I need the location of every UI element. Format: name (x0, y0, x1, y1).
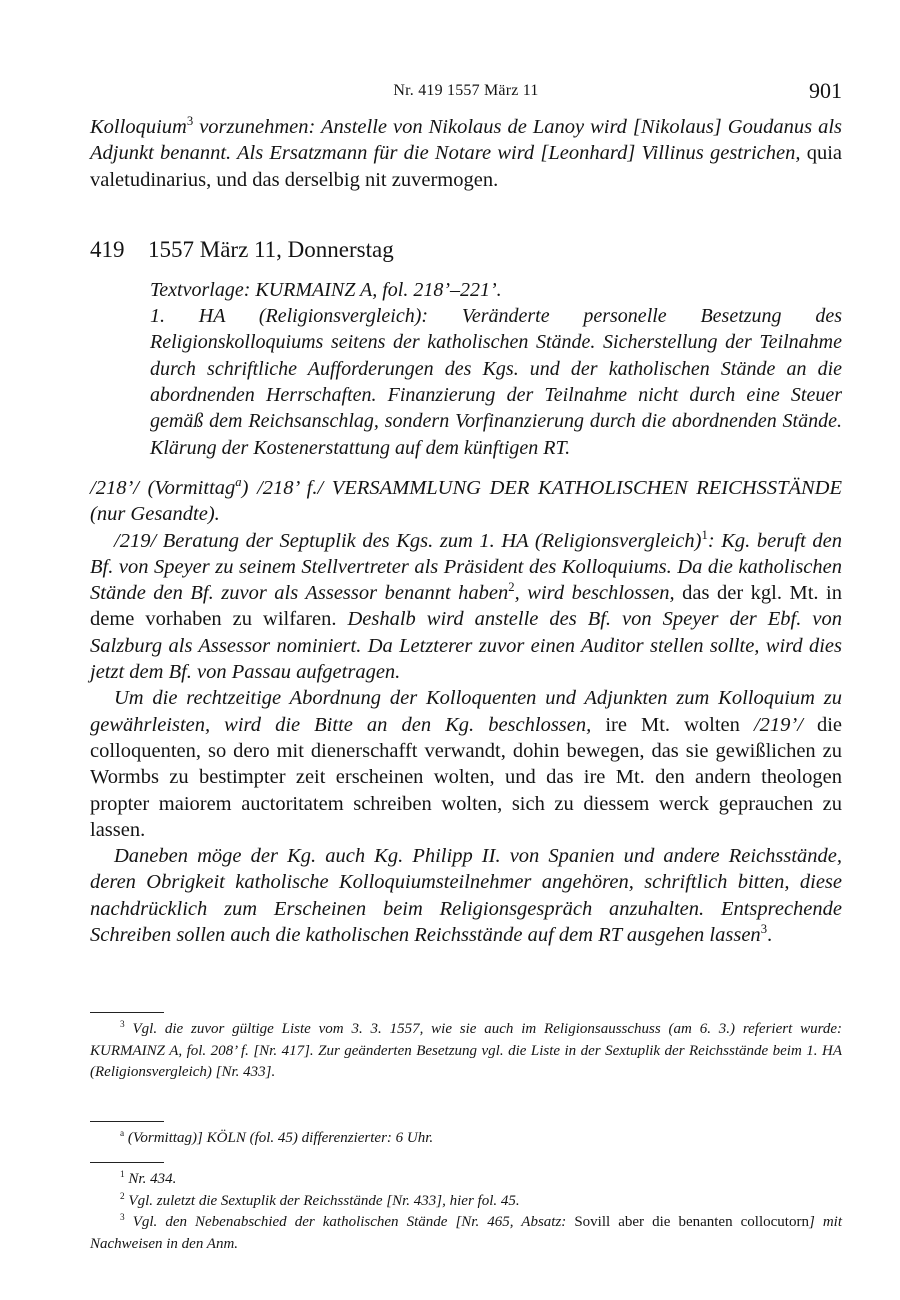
regest-block (150, 277, 842, 461)
footnote-rule (90, 1012, 164, 1013)
section-heading: /218’/ (Vormittag$^a$) /218’ f./ VERSAMMLUNG DER KATHOLISCHEN REICHSSTÄNDE (nur Gesandte). (90, 475, 842, 526)
page-number: 901 (809, 78, 842, 103)
paragraph: Daneben möge der Kg. auch Kg. Philipp II. von Spanien und andere Reichsstände, deren Obrigkeit katholische Kolloquiumsteilnehmer angehören, schriftlich bitten, diese nachdrücklich zum Erscheinen beim Religionsgespräch anzuhalten. Entsprechende Schreiben sollen auch die katholischen Reichsstände auf dem RT ausgehen lassen$^3$. (90, 845, 842, 947)
running-title: Nr. 419 1557 März 11 (393, 82, 539, 99)
footnote-ref[interactable]: 3 (186, 114, 194, 129)
paragraph: Um die rechtzeitige Abordnung der Kolloquenten und Adjunkten zum Kolloquium zu gewährleisten, wird die Bitte an den Kg. beschlossen, ire Mt. wolten /219’/ die colloquenten, so dero mit dienerschafft verwandt, dohin bewegen, das sie gewißlichen zu Wormbs zu bestimpter zeit erscheinen wolten, und das ire Mt. den andern theologen propter maiorem auctoritatem schreiben wolten, sich zu diessem werck geprauchen zu lassen. (90, 687, 842, 841)
footnotes-previous-document (90, 1012, 842, 1084)
document-number: 419 (90, 236, 125, 262)
paragraph: /219/ Beratung der Septuplik des Kgs. zum 1. HA (Religionsvergleich)$^1$: Kg. beruft den Bf. von Speyer zu seinem Stellvertreter als Präsident des Kolloquiums. Da die katholischen Stände den Bf. zuvor als Assessor benannt haben$^2$, wird beschlossen, das der kgl. Mt. in deme vorhaben zu wilfaren. Deshalb wird anstelle des Bf. von Speyer der Ebf. von Salzburg als Assessor nominiert. Da Letzterer zuvor einen Auditor stellen sollte, wird dies jetzt dem Bf. von Passau aufgetragen. (90, 527, 843, 684)
footnote: $^3$ Vgl. den Nebenabschied der katholischen Stände [Nr. 465, Absatz: Sovill aber die benanten collocutorn] mit Nachweisen in den Anm. (90, 1213, 842, 1252)
document-heading (90, 237, 842, 263)
footnote: $^3$ Vgl. die zuvor gültige Liste vom 3. 3. 1557, wie sie auch im Religionsausschuss (am 6. 3.) referiert wurde: KURMAINZ A, fol. 208’ f. [Nr. 417]. Zur geänderten Besetzung vgl. die Liste in der Sextuplik der Reichsstände beim 1. HA (Religionsvergleich) [Nr. 433]. (90, 1020, 843, 1080)
footnote-rule (90, 1162, 164, 1163)
regest-summary: 1. HA (Religionsvergleich): Veränderte personelle Besetzung des Religionskolloquiums seitens der katholischen Stände. Sicherstellung der Teilnahme durch schriftliche Aufforderungen des Kgs. und der katholischen Stände an die abordnenden Herrschaften. Finanzierung der Teilnahme nicht durch eine Steuer gemäß dem Reichsanschlag, sondern Vorfinanzierung durch die abordnenden Stände. Klärung der Kostenerstattung auf dem künftigen RT. (150, 305, 842, 459)
running-header (90, 78, 842, 108)
footnote: $^1$ Nr. 434. (120, 1170, 177, 1187)
footnote: $^a$ (Vormittag)] KÖLN (fol. 45) differenzierter: 6 Uhr. (120, 1129, 434, 1146)
footnote-rule (90, 1121, 164, 1122)
document-date: 1557 März 11, Donnerstag (148, 236, 394, 262)
footnotes-numbered (90, 1162, 842, 1255)
source-note: Textvorlage: KURMAINZ A, fol. 218’–221’. (150, 278, 502, 301)
footnote-ref[interactable]: 1 (701, 527, 708, 542)
footnote-ref[interactable]: 2 (508, 580, 515, 595)
carryover-paragraph: Kolloquium$^3$ vorzunehmen: Anstelle von Nikolaus de Lanoy wird [Nikolaus] Goudanus als Adjunkt benannt. Als Ersatzmann für die Notare wird [Leonhard] Villinus gestrichen, quia valetudinarius, und das derselbig nit zuvermogen. (90, 114, 843, 191)
footnotes-textual (90, 1121, 842, 1150)
footnote: $^2$ Vgl. zuletzt die Sextuplik der Reichsstände [Nr. 433], hier fol. 45. (120, 1191, 520, 1209)
page-body (90, 78, 842, 948)
footnote-ref[interactable]: a (235, 475, 242, 490)
footnote-ref[interactable]: 3 (760, 922, 768, 937)
